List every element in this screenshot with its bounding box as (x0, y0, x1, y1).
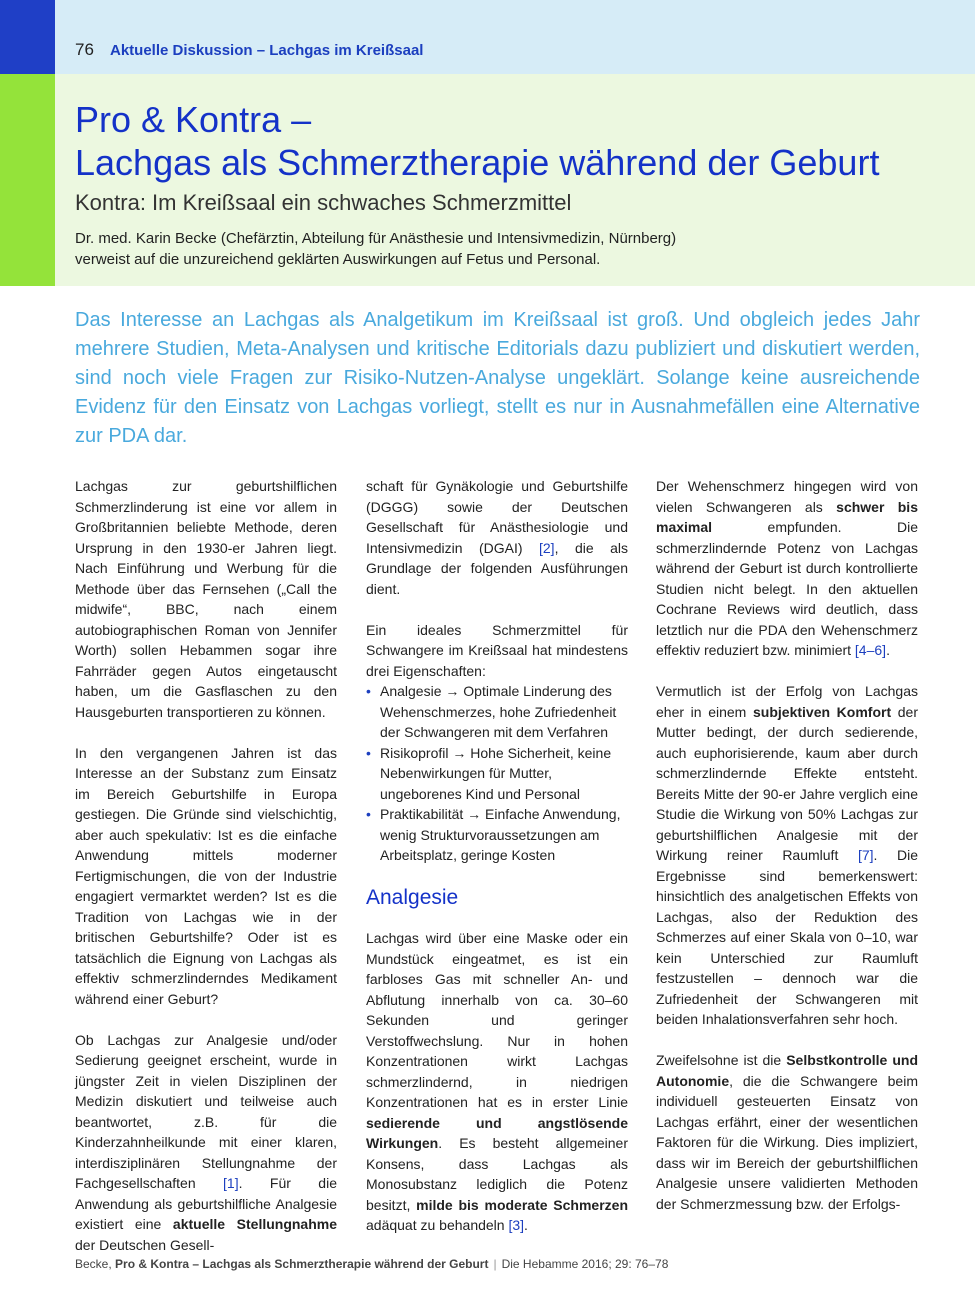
paragraph (656, 681, 918, 1030)
bold-text: subjektiven Komfort (753, 703, 892, 720)
citation-link[interactable]: [3] (508, 1217, 525, 1233)
text: der Mutter bedingt, der durch sedierende, auch euphorisierende, kaum aber durch schmerzlindernde Effekte entsteht. Bereits Mitte der 90-er Jahre verglich eine Studie die Wirkung von 50% Lachgas zur geburtshilflichen Analgesie mit der Wirkung reiner Raumluft (656, 703, 919, 863)
text: empfunden. Die schmerzlindernde Potenz von Lachgas während der Geburt ist durch kontrollierte Studien nicht belegt. In den aktuellen Cochrane Reviews wird deutlich, dass letztlich nur die PDA den Wehenschmerz effektiv reduziert bzw. minimiert (656, 519, 918, 658)
author-info (75, 228, 935, 270)
column-1 (75, 476, 337, 1276)
title-line-2: Lachgas als Schmerztherapie während der Geburt (75, 142, 880, 183)
paragraph (75, 1030, 337, 1256)
list-item (366, 743, 628, 805)
header-color-block (0, 0, 55, 74)
text: . (886, 642, 890, 658)
paragraph (366, 928, 628, 1236)
citation-link[interactable]: [2] (539, 539, 555, 556)
bold-text: sedierende und angstlösende Wirkungen (366, 1114, 628, 1151)
text: Vermutlich ist der Erfolg von Lachgas eher in einem (656, 683, 918, 720)
text: Ob Lachgas zur Analgesie und/oder Sedierung geeignet erscheint, wurde in jüngster Zeit in vielen Disziplinen der Medizin diskutiert und teilweise auch beantwortet, z.B. für die Kinderzahnheilkunde mit einer klaren, interdisziplinären Stellungnahme der Fachgesellschaften (75, 1031, 337, 1191)
bullet-icon: • (366, 683, 371, 699)
column-2 (366, 476, 628, 1256)
paragraph (656, 1050, 918, 1214)
green-accent-bar (0, 74, 55, 286)
paragraph: Lachgas zur geburtshilflichen Schmerzlinderung ist eine vor allem in Großbritannien beliebte Methode, deren Ursprung in den 1930-er Jahren liegt. Nach Einführung und Werbung für die Methode über das Fernsehen („Call the midwife“, BBC, nach einem autobiographischen Roman von Jennifer Worth) sollen Hebammen sogar ihre Fahrräder gegen Autos eingetauscht haben, um die Gasflaschen zu den Hausgeburten transportieren zu können. (75, 478, 337, 720)
properties-list (366, 681, 628, 866)
lead-paragraph: Das Interesse an Lachgas als Analgetikum im Kreißsaal ist groß. Und obgleich jedes Jahr mehrere Studien, Meta-Analysen und kritische Editorials dazu publiziert und diskutiert werden, sind noch viele Fragen zur Risiko-Nutzen-Analyse ungeklärt. Solange keine ausreichende Evidenz für den Einsatz von Lachgas vorliegt, stellt es nur in Ausnahmefällen eine Alternative zur PDA dar. (75, 309, 920, 447)
footer-author: Becke, (75, 1257, 116, 1271)
paragraph (656, 476, 918, 661)
text: schaft für Gynäkologie und Geburtshilfe (DGGG) sowie der Deutschen Gesellschaft für Anästhesiologie und Intensivmedizin (DGAI) (366, 478, 628, 556)
text: . Die Ergebnisse sind bemerkenswert: hinsichtlich des analgetischen Effekts von Lachgas, also der Reduktion des Schmerzes auf einer Skala von 0–10, war kein Unterschied zur Raumluft festzustellen – dennoch war die Zufriedenheit der Schwangeren mit beiden Inhalationsverfahren sehr hoch. (656, 847, 919, 1027)
footer-separator: | (493, 1257, 497, 1271)
list-item (366, 681, 628, 743)
text: , die als Grundlage der folgenden Ausführungen dient. (366, 539, 628, 597)
page-number: 76 (75, 40, 94, 59)
citation-link[interactable]: [7] (857, 847, 874, 863)
column-3 (656, 476, 918, 1235)
text: der Deutschen Gesell- (75, 1236, 215, 1253)
text: Zweifelsohne ist die (656, 1052, 787, 1068)
text: , die die Schwangere beim individuell gesteuerten Einsatz von Lachgas erfährt, einer der wesentlichen Faktoren für die Wirkung. Dies impliziert, dass wir im Bereich der geburtshilflichen Analgesie unsere validierten Methoden der Schmerzmessung bzw. der Erfolgs- (656, 1072, 918, 1212)
article-title (75, 98, 879, 184)
text: . Es besteht allgemeiner Konsens, dass Lachgas als Monosubstanz lediglich die Potenz besitzt, (366, 1135, 628, 1213)
article-subtitle: Kontra: Im Kreißsaal ein schwaches Schmerzmittel (75, 190, 572, 215)
text: adäquat zu behandeln (366, 1217, 509, 1233)
text: Der Wehenschmerz hingegen wird von vielen Schwangeren als (656, 478, 918, 515)
paragraph: In den vergangenen Jahren ist das Interesse an der Substanz zum Einsatz im Bereich Geburtshilfe in Europa gestiegen. Die Gründe sind vielschichtig, aber auch spekulativ: Ist es die einfache Anwendung mittels moderner Fertigmischungen, die von der Industrie engagiert vermarktet werden? Ist es die Tradition von Lachgas wie in der britischen Geburtshilfe? Oder ist es tatsächlich die Eignung von Lachgas als effektiv schmerzlinderndes Medikament während einer Geburt? (75, 744, 337, 1007)
page-header (0, 0, 975, 74)
bold-text: aktuelle Stellungnahme (172, 1216, 338, 1232)
bold-text: milde bis moderate Schmerzen (416, 1196, 628, 1213)
section-title: Aktuelle Diskussion – Lachgas im Kreißsaal (110, 42, 424, 59)
list-item-text: Praktikabilität → Einfache Anwendung, wenig Strukturvoraussetzungen am Arbeitsplatz, geringe Kosten (380, 806, 621, 863)
list-item (366, 804, 628, 866)
title-line-1: Pro & Kontra – (75, 99, 312, 140)
author-line-2: verweist auf die unzureichend geklärten Auswirkungen auf Fetus und Personal. (75, 251, 601, 268)
section-heading: Analgesie (366, 885, 459, 909)
text: . (524, 1217, 528, 1233)
bullet-icon: • (366, 806, 371, 822)
footer-title: Pro & Kontra – Lachgas als Schmerztherapie während der Geburt (115, 1257, 489, 1271)
paragraph (366, 476, 628, 599)
bullet-icon: • (366, 744, 371, 761)
list-item-text: Analgesie → Optimale Linderung des Wehenschmerzes, hohe Zufriedenheit der Schwangeren mit dem Verfahren (380, 683, 617, 740)
text: Lachgas wird über eine Maske oder ein Mundstück eingeatmet, es ist ein farbloses Gas mit schneller An- und Abflutung innerhalb von ca. 30–60 Sekunden und geringer Verstoffwechslung. Nur in hohen Konzentrationen wirkt Lachgas schmerzlindernd, in niedrigen Konzentrationen hat es in erster Linie (366, 930, 628, 1110)
citation-link[interactable]: [1] (223, 1175, 239, 1191)
bold-text: schwer bis maximal (656, 498, 918, 535)
list-item-text: Risikoprofil → Hohe Sicherheit, keine Nebenwirkungen für Mutter, ungeborenes Kind und Personal (380, 744, 612, 802)
text: . Für die Anwendung als geburtshilfliche Analgesie existiert eine (75, 1175, 337, 1232)
bold-text: Selbstkontrolle und Autonomie (656, 1052, 918, 1089)
citation-link[interactable]: [4–6] (854, 642, 887, 658)
page-footer (75, 1257, 668, 1271)
author-line-1: Dr. med. Karin Becke (Chefärztin, Abteilung für Anästhesie und Intensivmedizin, Nürnberg) (75, 230, 677, 247)
paragraph: Ein ideales Schmerzmittel für Schwangere im Kreißsaal hat mindestens drei Eigenschaften: (366, 621, 628, 679)
footer-journal: Die Hebamme 2016; 29: 76–78 (501, 1257, 669, 1271)
